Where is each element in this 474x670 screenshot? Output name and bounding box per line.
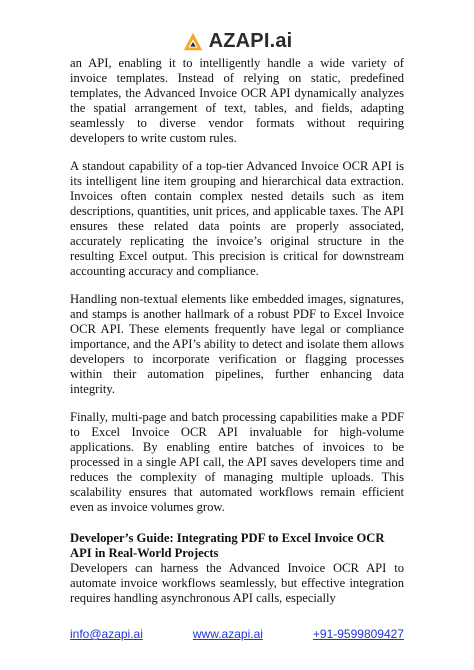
paragraph-4: Finally, multi-page and batch processing capabilities make a PDF to Excel Invoice OCR API invaluable for high-volume applications. By enabling entire batches of invoices to be processed in a single API call, the API saves developers time and reduces the complexity of managing multiple uploads. This scalability ensures that automated workflows remain efficient even as invoice volumes grow. (70, 410, 404, 514)
page-header (0, 30, 474, 53)
paragraph-3: Handling non-textual elements like embedded images, signatures, and stamps is another hallmark of a robust PDF to Excel Invoice OCR API. These elements frequently have legal or compliance importance, and the API’s ability to detect and isolate them allows developers to incorporate verification or flagging processes within their automation pipelines, further enhancing data integrity. (70, 292, 405, 396)
section-body: Developers can harness the Advanced Invoice OCR API to automate invoice workflows seamlessly, but effective integration requires handling asynchronous API calls, especially (70, 561, 404, 605)
main-content (70, 56, 404, 606)
azapi-logo-icon (182, 31, 204, 53)
page-footer (70, 627, 404, 641)
paragraph-1: an API, enabling it to intelligently handle a wide variety of invoice templates. Instead of relying on static, predefined templates, the Advanced Invoice OCR API dynamically analyzes the spatial arrangement of text, tables, and fields, adapting seamlessly to diverse vendor formats without requiring developers to write custom rules. (70, 56, 404, 145)
paragraph-2: A standout capability of a top-tier Advanced Invoice OCR API is its intelligent line item grouping and hierarchical data extraction. Invoices often contain complex nested details such as item descriptions, quantities, unit prices, and applicable taxes. The API ensures these related data points are properly associated, accurately replicating the invoice’s original structure in the resulting Excel output. This precision is critical for downstream accounting accuracy and compliance. (70, 159, 404, 278)
phone-link[interactable]: +91-9599809427 (312, 627, 404, 641)
email-link[interactable]: info@azapi.ai (70, 627, 143, 641)
logo-text: AZAPI.ai (208, 30, 293, 52)
website-link[interactable]: www.azapi.ai (192, 627, 263, 641)
section-heading: Developer’s Guide: Integrating PDF to Excel Invoice OCR API in Real-World Projects (70, 531, 385, 560)
